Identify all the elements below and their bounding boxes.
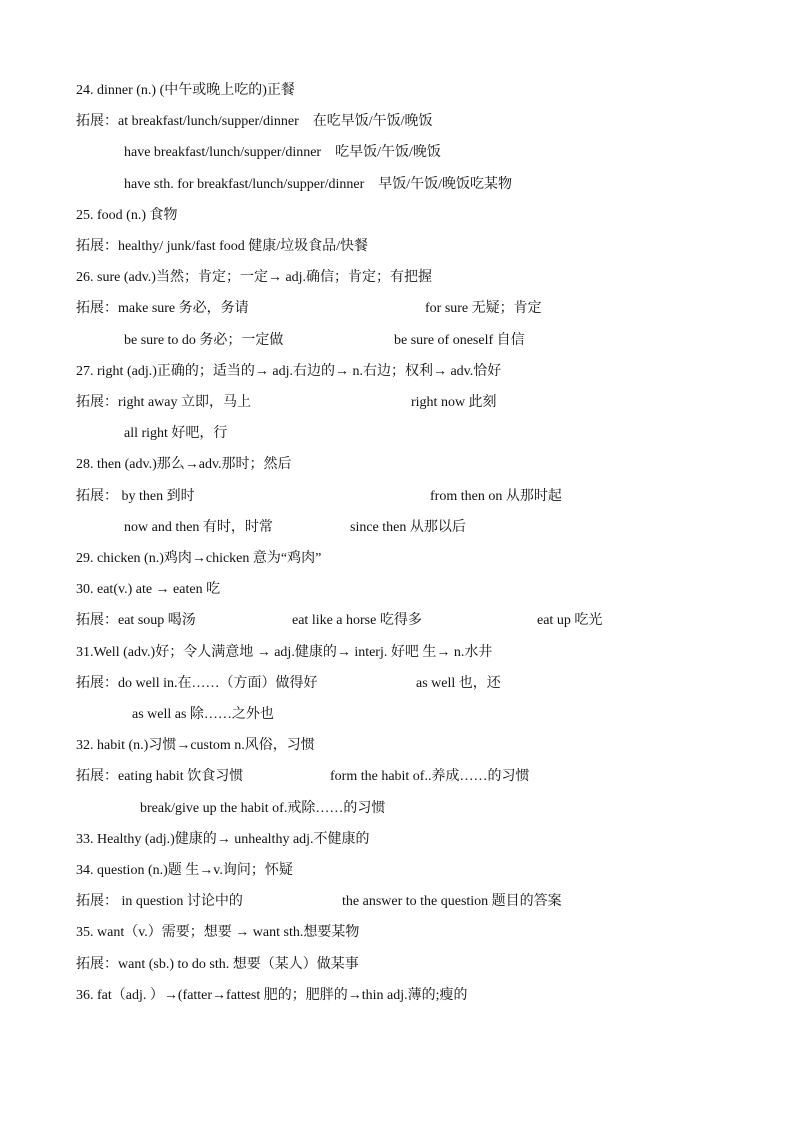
line-segment: 拓展：eat soup 喝汤: [76, 613, 196, 628]
line-segment: 27. right (adj.)正确的；适当的→ adj.右边的→ n.右边；权利→ adv.恰好: [76, 364, 502, 379]
line-segment: right now 此刻: [411, 395, 497, 410]
line-segment: 拓展：at breakfast/lunch/supper/dinner 在吃早饭/午饭/晚饭: [76, 114, 433, 129]
line-segment: as well as 除……之外也: [132, 707, 274, 722]
line-segment: 33. Healthy (adj.)健康的→ unhealthy adj.不健康的: [76, 832, 370, 847]
line-segment: 26. sure (adv.)当然；肯定；一定→ adj.确信；肯定；有把握: [76, 270, 433, 285]
line-segment: break/give up the habit of.戒除……的习惯: [140, 801, 386, 816]
line-segment: 拓展：want (sb.) to do sth. 想要（某人）做某事: [76, 957, 359, 972]
line-segment: for sure 无疑；肯定: [425, 301, 542, 316]
line-segment: since then 从那以后: [350, 520, 466, 535]
line-segment: 29. chicken (n.)鸡肉→chicken 意为“鸡肉”: [76, 551, 322, 566]
line-segment: be sure to do 务必；一定做: [124, 333, 284, 348]
line-segment: 25. food (n.) 食物: [76, 208, 178, 223]
line-segment: eat like a horse 吃得多: [292, 613, 422, 628]
line-segment: 32. habit (n.)习惯→custom n.风俗，习惯: [76, 738, 315, 753]
line-segment: 拓展：healthy/ junk/fast food 健康/垃圾食品/快餐: [76, 239, 369, 254]
line-segment: 34. question (n.)题 生→v.询问；怀疑: [76, 863, 293, 878]
line-segment: 30. eat(v.) ate → eaten 吃: [76, 582, 221, 597]
line-segment: 28. then (adv.)那么→adv.那时；然后: [76, 457, 292, 472]
line-segment: have breakfast/lunch/supper/dinner 吃早饭/午饭/晚饭: [124, 145, 441, 160]
line-segment: now and then 有时，时常: [124, 520, 273, 535]
line-segment: 拓展： in question 讨论中的: [76, 894, 243, 909]
line-segment: 拓展： by then 到时: [76, 489, 195, 504]
line-segment: be sure of oneself 自信: [394, 333, 525, 348]
line-segment: have sth. for breakfast/lunch/supper/dinner 早饭/午饭/晚饭吃某物: [124, 177, 513, 192]
line-segment: 36. fat（adj. ）→(fatter→fattest 肥的；肥胖的→thin adj.薄的;瘦的: [76, 988, 468, 1003]
line-segment: 拓展：do well in.在……（方面）做得好: [76, 676, 318, 691]
line-segment: the answer to the question 题目的答案: [342, 894, 562, 909]
line-segment: all right 好吧，行: [124, 426, 228, 441]
line-segment: eat up 吃光: [537, 613, 603, 628]
line-segment: 拓展：eating habit 饮食习惯: [76, 769, 244, 784]
line-segment: form the habit of..养成……的习惯: [330, 769, 530, 784]
line-segment: 拓展：make sure 务必，务请: [76, 301, 249, 316]
line-segment: 35. want（v.）需要；想要 → want sth.想要某物: [76, 925, 360, 940]
line-segment: from then on 从那时起: [430, 489, 562, 504]
line-segment: as well 也，还: [416, 676, 501, 691]
line-segment: 31.Well (adv.)好；令人满意地 → adj.健康的→ interj. 好吧 生→ n.水井: [76, 645, 493, 660]
line-segment: 拓展：right away 立即，马上: [76, 395, 251, 410]
line-segment: 24. dinner (n.) (中午或晚上吃的)正餐: [76, 83, 295, 98]
